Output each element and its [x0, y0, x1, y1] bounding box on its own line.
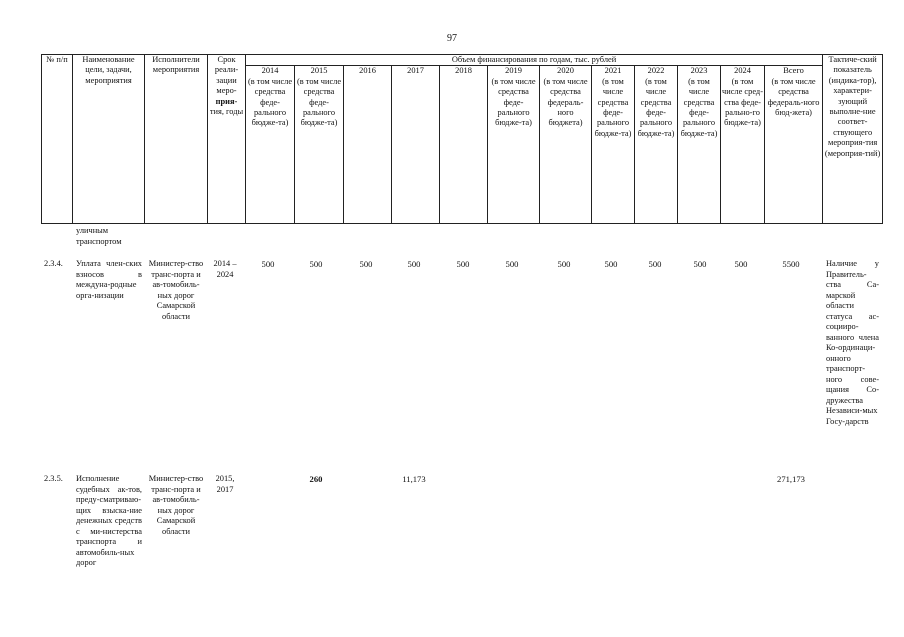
header-year-label: 2024 [734, 66, 751, 76]
header-name: Наименование цели, задачи, мероприятия [73, 55, 145, 224]
header-year-label: Всего [783, 66, 804, 76]
header-year-label: 2018 [455, 66, 472, 76]
page-number: 97 [447, 33, 457, 44]
row-value: 500 [261, 259, 275, 269]
header-year-label: 2015 [310, 66, 328, 76]
header-year-note: (в том числе сред-ства феде-рально-го бюдже-та) [722, 76, 763, 128]
row-value: 500 [693, 259, 707, 269]
header-year-0 [246, 66, 295, 224]
header-funding: Объем финансирования по годам, тыс. рублей [246, 55, 823, 66]
row-value: 260 [309, 474, 323, 484]
header-year-note: (в том числе средства феде-рального бюдже-та) [594, 76, 632, 138]
continued-text: уличным транспортом [76, 226, 122, 246]
header-year-label: 2016 [359, 66, 376, 76]
header-term-c: тия, годы [209, 107, 244, 117]
header-year-note: (в том числе средства федераль-ного бюд-жета) [767, 76, 820, 118]
header-year-5 [488, 66, 540, 224]
header-year-note: (в том числе средства феде-рального бюдже-та) [491, 76, 536, 128]
header-indicator: Тактиче-ский показатель (индика-тор), характери-зующий выполне-ние соответ-ствующего мероприя-тия (мероприя-тий) [823, 55, 883, 224]
row-value: 500 [505, 259, 519, 269]
header-term-a: Срок реали-зации меро- [214, 55, 239, 96]
header-term [208, 55, 246, 224]
header-year-label: 2017 [407, 66, 424, 76]
header-year-1 [295, 66, 344, 224]
header-year-note: (в том числе средства феде-рального бюдже-та) [680, 76, 718, 138]
header-year-11 [765, 66, 823, 224]
row-executor: Министер-ство транс-порта и ав-томобиль-ных дорог Самарской области [148, 474, 204, 536]
header-year-6 [540, 66, 592, 224]
header-year-label: 2020 [557, 66, 574, 76]
row-number: 2.3.4. [44, 259, 63, 268]
header-year-label: 2023 [690, 66, 708, 76]
header-year-label: 2019 [505, 66, 522, 76]
row-value: 500 [359, 259, 373, 269]
row-name: Исполнение судебных ак-тов, преду-сматриваю-щих взыска-ние денежных средств с ми-нистерства транспорта и автомобиль-ных дорог [76, 474, 142, 567]
header-table [41, 54, 883, 224]
header-year-note: (в том числе средства феде-рального бюдже-та) [296, 76, 342, 128]
header-year-label: 2021 [604, 66, 622, 76]
header-year-7 [592, 66, 635, 224]
row-value: 11,173 [402, 474, 426, 484]
header-year-label: 2022 [647, 66, 665, 76]
header-year-note: (в том числе средства феде-рального бюдже-та) [637, 76, 675, 138]
row-value: 500 [309, 259, 323, 269]
row-indicator: Наличие у Правитель-ства Са-марской области статуса ас-социиро-ванного члена Ко-ординаци-онного транспорт-ного сове-щания Со-дружества Независи-мых Госу-дарств [826, 259, 879, 426]
row-name: Уплата член-ских взносов в междуна-родные орга-низации [76, 259, 142, 300]
header-term-b: прия- [215, 96, 238, 106]
header-year-10 [721, 66, 765, 224]
row-value: 500 [604, 259, 618, 269]
row-value: 500 [648, 259, 662, 269]
header-num: № п/п [42, 55, 73, 224]
row-value: 500 [407, 259, 421, 269]
header-year-4 [440, 66, 488, 224]
row-value: 5500 [782, 259, 800, 269]
header-year-8 [635, 66, 678, 224]
header-year-2 [344, 66, 392, 224]
header-executor: Исполнители мероприятия [145, 55, 208, 224]
row-term: 2015, 2017 [215, 474, 235, 494]
header-year-note: (в том числе средства феде-рального бюдже-та) [247, 76, 293, 128]
header-year-note: (в том числе средства федераль-ного бюджета) [543, 76, 588, 128]
header-year-9 [678, 66, 721, 224]
row-value: 500 [456, 259, 470, 269]
row-value: 500 [734, 259, 748, 269]
row-value: 500 [557, 259, 571, 269]
header-year-3 [392, 66, 440, 224]
row-value: 271,173 [777, 474, 805, 484]
row-number: 2.3.5. [44, 474, 63, 483]
row-term: 2014 – 2024 [213, 259, 237, 279]
header-year-label: 2014 [261, 66, 279, 76]
row-executor: Министер-ство транс-порта и ав-томобиль-ных дорог Самарской области [148, 259, 204, 321]
